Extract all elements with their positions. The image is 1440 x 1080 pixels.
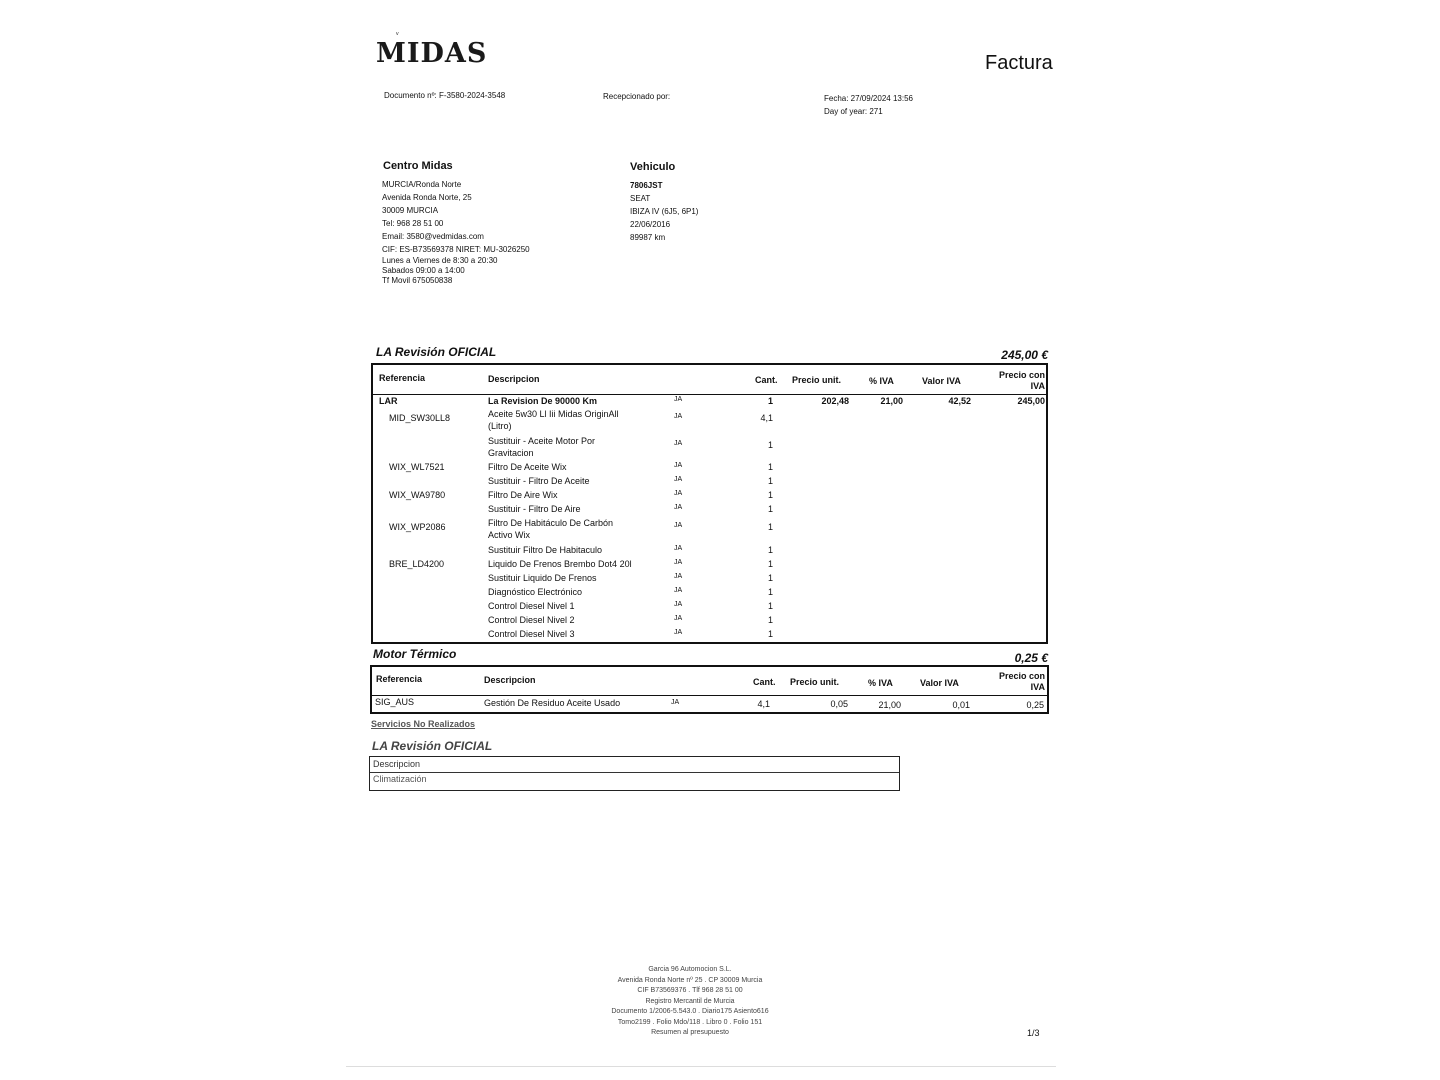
row-ref: WIX_WA9780 xyxy=(389,490,446,500)
row-ref: SIG_AUS xyxy=(375,697,415,707)
footer-line: Tomo2199 . Folio Mdo/118 . Libro 0 . Folio 151 xyxy=(617,1018,763,1026)
row-code: JA xyxy=(674,545,683,552)
vehiculo-title: Vehiculo xyxy=(630,161,676,173)
centro-line: CIF: ES-B73569378 NIRET: MU-3026250 xyxy=(382,245,530,254)
document-number: Documento nº: F-3580-2024-3548 xyxy=(384,91,506,100)
row-code: JA xyxy=(674,522,683,529)
section2-table xyxy=(370,665,1049,714)
row-precio: 0,05 xyxy=(830,699,848,709)
centro-line: Tel: 968 28 51 00 xyxy=(382,219,444,228)
row-cant: 1 xyxy=(767,396,773,406)
centro-line: MURCIA/Ronda Norte xyxy=(382,180,462,189)
row-cant: 4,1 xyxy=(760,413,773,423)
row-code: JA xyxy=(674,476,683,483)
row-code: JA xyxy=(674,504,683,511)
col-precio-unit: Precio unit. xyxy=(792,375,842,385)
row-code: JA xyxy=(674,559,683,566)
document-title: Factura xyxy=(985,52,1053,74)
col-precio-con-line: IVA xyxy=(1030,682,1045,692)
row-ref: WIX_WL7521 xyxy=(389,462,445,472)
section1-table xyxy=(371,363,1048,644)
row-code: JA xyxy=(674,587,683,594)
vehiculo-line: 7806JST xyxy=(630,181,663,190)
row-desc: Filtro De Aceite Wix xyxy=(488,462,567,472)
centro-line: Tf Movil 675050838 xyxy=(382,276,453,285)
col-cant: Cant. xyxy=(753,677,776,687)
header-divider xyxy=(373,394,1046,395)
col-precio-con-line: Precio con xyxy=(998,671,1045,681)
col-precio-con-line: Precio con xyxy=(998,370,1045,380)
row-cant: 1 xyxy=(767,601,773,611)
vehiculo-line: SEAT xyxy=(630,194,651,203)
centro-line: 30009 MURCIA xyxy=(382,206,439,215)
row-cant: 1 xyxy=(767,476,773,486)
page-bottom-edge xyxy=(346,1066,1056,1067)
no-realizados-item: Climatización xyxy=(373,774,427,784)
company-footer xyxy=(540,965,840,1039)
footer-line: Documento 1/2006-5.543.0 . Diario175 Asiento616 xyxy=(611,1008,769,1015)
row-code: JA xyxy=(674,629,683,636)
col-precio-con-iva xyxy=(991,370,1045,392)
row-desc-cont: Gravitacion xyxy=(488,448,534,458)
row-precio: 202,48 xyxy=(821,396,849,406)
section2-title: Motor Térmico xyxy=(373,647,457,661)
section1-title: LA Revisión OFICIAL xyxy=(376,345,497,359)
row-iva: 21,00 xyxy=(880,396,903,406)
page-number: 1/3 xyxy=(1027,1028,1040,1038)
row-total: 245,00 xyxy=(1017,396,1045,406)
row-cant: 1 xyxy=(767,522,773,532)
centro-line: Lunes a Viernes de 8:30 a 20:30 xyxy=(382,256,498,265)
row-code: JA xyxy=(674,601,683,608)
row-ref: LAR xyxy=(379,396,398,406)
col-precio-unit: Precio unit. xyxy=(790,677,840,687)
footer-line: Avenida Ronda Norte nº 25 . CP 30009 Murcia xyxy=(617,976,763,984)
row-cant: 1 xyxy=(767,573,773,583)
header-divider xyxy=(370,772,899,773)
vehiculo-line: 89987 km xyxy=(630,233,666,242)
col-valor-iva: Valor IVA xyxy=(922,376,961,386)
midas-logo: MIDAS xyxy=(376,38,488,69)
row-cant: 1 xyxy=(767,587,773,597)
section2-total: 0,25 € xyxy=(1014,651,1048,665)
row-cant: 1 xyxy=(767,490,773,500)
row-valor: 42,52 xyxy=(948,396,971,406)
row-cant: 1 xyxy=(767,440,773,450)
row-cant: 1 xyxy=(767,462,773,472)
row-ref: BRE_LD4200 xyxy=(389,559,445,569)
row-desc: Control Diesel Nivel 3 xyxy=(488,629,575,639)
col-descripcion: Descripcion xyxy=(484,675,536,685)
centro-line: Email: 3580@vedmidas.com xyxy=(382,232,484,241)
row-valor: 0,01 xyxy=(952,700,970,710)
col-precio-con-iva xyxy=(990,671,1045,693)
no-realizados-header: Descripcion xyxy=(373,759,421,769)
row-desc: La Revision De 90000 Km xyxy=(488,396,598,406)
row-desc: Control Diesel Nivel 1 xyxy=(488,601,575,611)
vehiculo-line: IBIZA IV (6J5, 6P1) xyxy=(630,207,699,216)
no-realizados-heading: Servicios No Realizados xyxy=(371,719,476,729)
row-total: 0,25 xyxy=(1026,700,1044,710)
no-realizados-subtitle: LA Revisión OFICIAL xyxy=(372,739,493,753)
row-desc: Filtro De Aire Wix xyxy=(488,490,558,500)
col-referencia: Referencia xyxy=(379,373,426,383)
received-by: Recepcionado por: xyxy=(603,92,671,101)
row-code: JA xyxy=(674,396,683,403)
footer-line: Resumen al presupuesto xyxy=(651,1029,729,1036)
row-desc: Sustituir - Aceite Motor Por xyxy=(488,436,596,446)
row-cant: 1 xyxy=(767,615,773,625)
row-desc: Aceite 5w30 Ll Iii Midas OriginAll xyxy=(488,409,619,419)
row-code: JA xyxy=(674,615,683,622)
centro-line: Avenida Ronda Norte, 25 xyxy=(382,193,472,202)
vehiculo-line: 22/06/2016 xyxy=(630,220,671,229)
col-pct-iva: % IVA xyxy=(868,678,893,688)
logo-crown-icon: ᵛ xyxy=(396,30,399,39)
row-code: JA xyxy=(674,440,683,447)
row-desc: Sustituir - Filtro De Aceite xyxy=(488,476,590,486)
row-desc: Filtro De Habitáculo De Carbón xyxy=(488,518,614,528)
centro-details xyxy=(382,178,530,286)
col-cant: Cant. xyxy=(755,375,778,385)
row-code: JA xyxy=(674,490,683,497)
centro-line: Sabados 09:00 a 14:00 xyxy=(382,266,465,275)
invoice-date: Fecha: 27/09/2024 13:56 xyxy=(824,94,913,103)
footer-line: Garcia 96 Automocion S.L. xyxy=(648,966,732,973)
row-desc: Liquido De Frenos Brembo Dot4 20l xyxy=(488,559,632,569)
row-desc: Control Diesel Nivel 2 xyxy=(488,615,575,625)
row-ref: MID_SW30LL8 xyxy=(389,413,451,423)
col-referencia: Referencia xyxy=(376,674,423,684)
centro-title: Centro Midas xyxy=(383,160,453,172)
row-cant: 4,1 xyxy=(757,699,770,709)
row-desc-cont: Activo Wix xyxy=(488,530,531,540)
row-desc: Sustituir Filtro De Habitaculo xyxy=(488,545,603,555)
row-code: JA xyxy=(674,573,683,580)
col-descripcion: Descripcion xyxy=(488,374,540,384)
row-desc: Sustituir Liquido De Frenos xyxy=(488,573,597,583)
vehiculo-details xyxy=(630,179,698,244)
footer-line: Registro Mercantil de Murcia xyxy=(645,997,735,1005)
row-code: JA xyxy=(674,413,683,420)
row-ref: WIX_WP2086 xyxy=(389,522,446,532)
col-pct-iva: % IVA xyxy=(869,376,894,386)
row-cant: 1 xyxy=(767,559,773,569)
row-cant: 1 xyxy=(767,504,773,514)
row-desc: Sustituir - Filtro De Aire xyxy=(488,504,581,514)
footer-line: CIF B73569376 . Tlf 968 28 51 00 xyxy=(637,987,743,994)
row-desc: Diagnóstico Electrónico xyxy=(488,587,583,597)
row-cant: 1 xyxy=(767,629,773,639)
row-code: JA xyxy=(671,699,680,706)
row-cant: 1 xyxy=(767,545,773,555)
day-of-year: Day of year: 271 xyxy=(824,107,883,116)
section1-total: 245,00 € xyxy=(1001,348,1048,362)
row-iva: 21,00 xyxy=(878,700,901,710)
row-desc: Gestión De Residuo Aceite Usado xyxy=(484,698,621,708)
header-divider xyxy=(372,695,1047,696)
no-realizados-table xyxy=(369,756,900,791)
col-valor-iva: Valor IVA xyxy=(920,678,959,688)
col-precio-con-line: IVA xyxy=(1030,381,1045,391)
row-code: JA xyxy=(674,462,683,469)
row-desc-cont: (Litro) xyxy=(488,421,512,431)
